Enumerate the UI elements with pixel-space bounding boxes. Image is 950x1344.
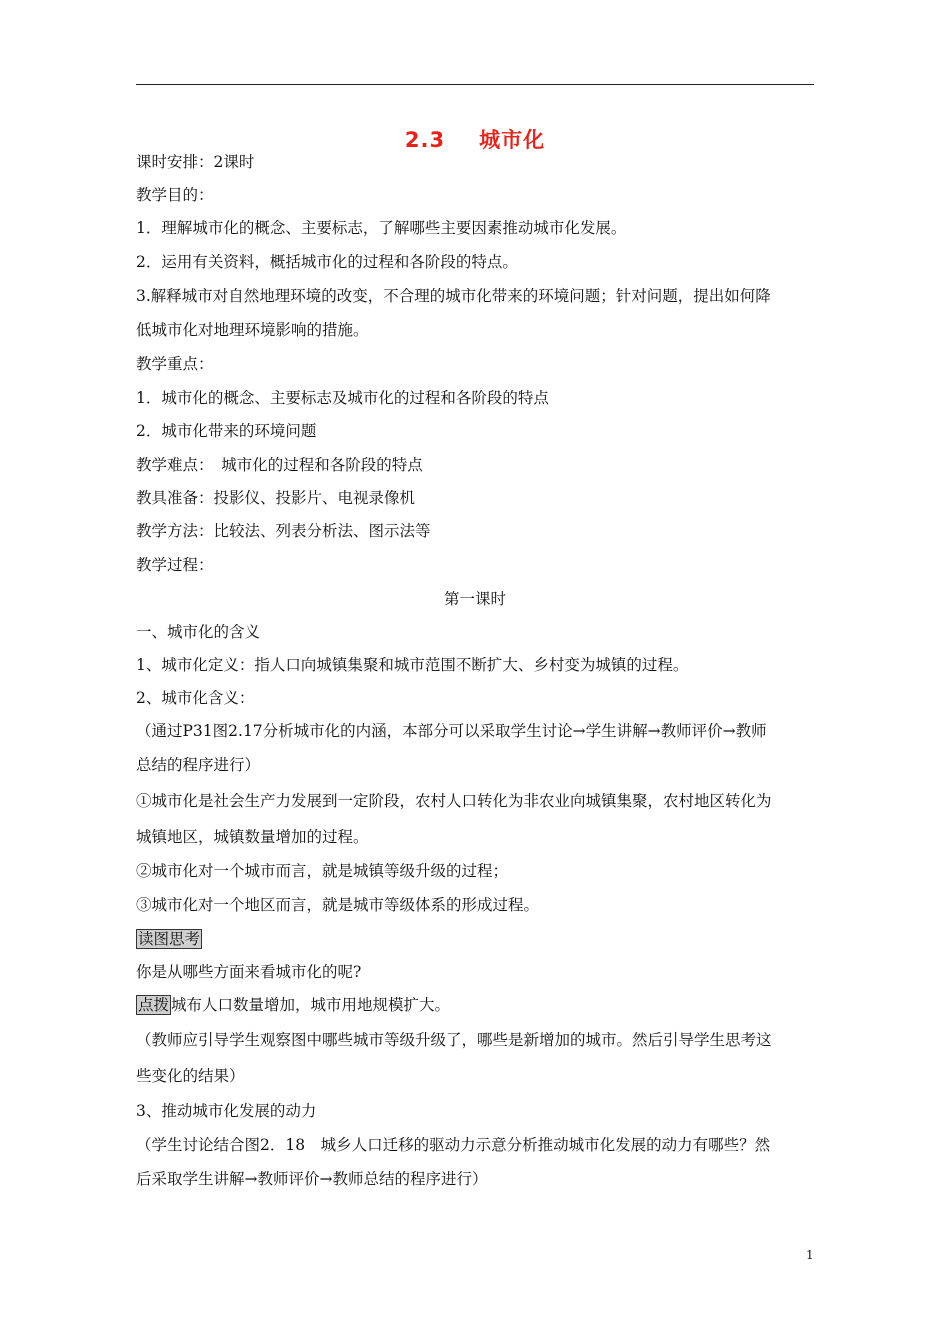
lesson-title-text: 城市化 (479, 128, 546, 152)
text-line: 2、城市化含义： (136, 689, 255, 707)
lesson-number: 2.3 (404, 128, 446, 152)
text-line: （通过P31图2.17分析城市化的内涵，本部分可以采取学生讨论→学生讲解→教师评价→教师 (136, 722, 767, 740)
header-rule (136, 84, 814, 85)
page-number: 1 (806, 1248, 814, 1262)
text-line: （学生讨论结合图2．18 城乡人口迁移的驱动力示意分析推动城市化发展的动力有哪些？然 (136, 1136, 771, 1154)
text-line: 总结的程序进行） (136, 756, 261, 774)
text-line: 低城市化对地理环境影响的措施。 (136, 321, 369, 339)
text-line: 教学目的： (136, 186, 214, 204)
text-line: 你是从哪些方面来看城市化的呢? (136, 963, 362, 981)
text-line: 1．理解城市化的概念、主要标志，了解哪些主要因素推动城市化发展。 (136, 219, 627, 237)
text-line: ②城市化对一个城市而言，就是城镇等级升级的过程； (136, 862, 509, 880)
section-heading: 第一课时 (443, 590, 506, 608)
text-line: 2．运用有关资料，概括城市化的过程和各阶段的特点。 (136, 253, 518, 271)
hint-line (136, 995, 816, 1015)
hint-label: 点拨 (138, 996, 170, 1014)
hint-text: 城布人口数量增加，城市用地规模扩大。 (171, 996, 451, 1014)
text-line: 课时安排：2课时 (136, 153, 255, 171)
read-figure-label-line (136, 929, 816, 949)
text-line: 2．城市化带来的环境问题 (136, 422, 317, 440)
text-line: 教学过程： (136, 556, 214, 574)
text-line: 3.解释城市对自然地理环境的改变，不合理的城市化带来的环境问题；针对问题，提出如何降 (136, 287, 771, 305)
text-line: ③城市化对一个地区而言，就是城市等级体系的形成过程。 (136, 896, 540, 914)
text-line: ①城市化是社会生产力发展到一定阶段，农村人口转化为非农业向城镇集聚，农村地区转化为 (136, 792, 772, 810)
text-line: 教具准备：投影仪、投影片、电视录像机 (136, 489, 416, 507)
read-figure-label: 读图思考 (138, 930, 201, 948)
text-line: 1、城市化定义：指人口向城镇集聚和城市范围不断扩大、乡村变为城镇的过程。 (136, 656, 689, 674)
text-line: 城镇地区，城镇数量增加的过程。 (136, 828, 369, 846)
lesson-title (0, 124, 950, 154)
text-line: 后采取学生讲解→教师评价→教师总结的程序进行） (136, 1170, 488, 1188)
text-line: 3、推动城市化发展的动力 (136, 1102, 317, 1120)
text-line: 一、城市化的含义 (136, 623, 261, 641)
text-line: 教学难点： 城市化的过程和各阶段的特点 (136, 456, 423, 474)
text-line: 1．城市化的概念、主要标志及城市化的过程和各阶段的特点 (136, 389, 549, 407)
text-line: 些变化的结果） (136, 1067, 245, 1085)
text-line: 教学重点： (136, 355, 214, 373)
text-line: 教学方法：比较法、列表分析法、图示法等 (136, 522, 431, 540)
text-line: （教师应引导学生观察图中哪些城市等级升级了，哪些是新增加的城市。然后引导学生思考这 (136, 1031, 772, 1049)
